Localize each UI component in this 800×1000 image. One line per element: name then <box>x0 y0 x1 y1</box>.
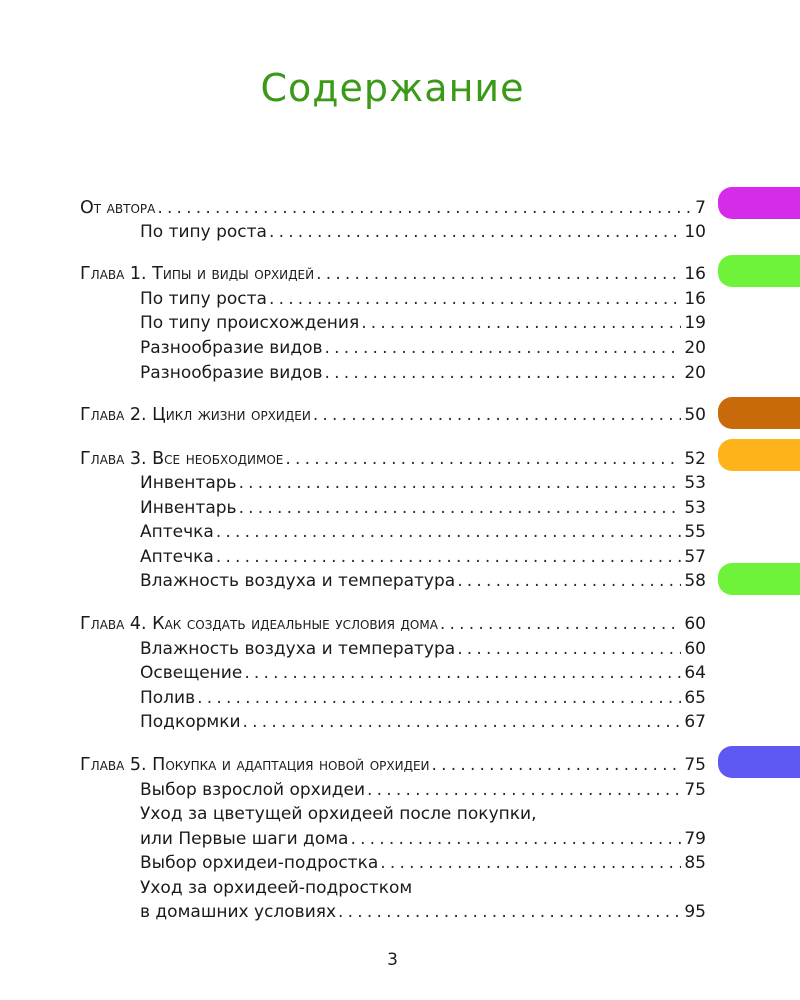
dot-leader <box>380 851 681 875</box>
toc-entry-page: 75 <box>684 755 706 775</box>
toc-entry-page: 16 <box>684 289 706 309</box>
dot-leader <box>457 637 681 661</box>
toc-entry-page: 95 <box>684 902 706 922</box>
dot-leader <box>432 753 682 777</box>
toc-entry-title: или Первые шаги дома <box>140 829 349 849</box>
toc-entry-page: 85 <box>684 853 706 873</box>
toc-entry[interactable] <box>140 900 706 924</box>
toc-entry[interactable] <box>140 496 706 520</box>
toc-entry-title: Глава 4. Как создать идеальные условия дома <box>80 614 438 634</box>
toc-entry-title: Влажность воздуха и температура <box>140 571 456 591</box>
toc-entry-title: Глава 5. Покупка и адаптация новой орхидеи <box>80 755 430 775</box>
toc-entry-page: 16 <box>684 264 706 284</box>
toc-entry[interactable] <box>140 710 706 734</box>
toc-entry[interactable] <box>140 336 706 360</box>
toc-entry[interactable] <box>140 545 706 569</box>
dot-leader <box>216 520 682 544</box>
toc-entry[interactable] <box>140 471 706 495</box>
toc-entry[interactable] <box>140 827 706 851</box>
toc-entry-title: Глава 1. Типы и виды орхидей <box>80 264 315 284</box>
toc-entry-page: 7 <box>695 198 706 218</box>
toc-entry-page: 60 <box>684 614 706 634</box>
toc-entry[interactable] <box>140 851 706 875</box>
dot-leader <box>285 447 681 471</box>
toc-entry-page: 67 <box>684 712 706 732</box>
toc-entry-title: Освещение <box>140 663 243 683</box>
toc-entry-page: 57 <box>684 547 706 567</box>
toc-entry-title: По типу происхождения <box>140 313 360 333</box>
dot-leader <box>157 196 692 220</box>
toc-entry[interactable] <box>80 612 706 636</box>
dot-leader <box>457 569 681 593</box>
toc-entry-title: Глава 3. Все необходимое <box>80 449 284 469</box>
chapter-tab-4[interactable] <box>718 563 800 595</box>
dot-leader <box>316 262 681 286</box>
toc-entry-title: Выбор орхидеи-подростка <box>140 853 379 873</box>
toc-entry-title: Инвентарь <box>140 498 237 518</box>
toc-entry-page: 19 <box>684 313 706 333</box>
toc-entry-title: От автора <box>80 198 156 218</box>
toc-entry-title: Аптечка <box>140 547 214 567</box>
toc-entry-page: 20 <box>684 363 706 383</box>
toc-entry[interactable] <box>80 196 706 220</box>
toc-entry[interactable] <box>140 287 706 311</box>
toc-entry-page: 60 <box>684 639 706 659</box>
dot-leader <box>244 661 681 685</box>
toc-entry[interactable] <box>140 520 706 544</box>
dot-leader <box>216 545 682 569</box>
toc-entry[interactable] <box>80 262 706 286</box>
toc-entry-page: 79 <box>684 829 706 849</box>
toc-entry[interactable] <box>140 569 706 593</box>
toc-entry-title: Аптечка <box>140 522 214 542</box>
toc-entry-page: 58 <box>684 571 706 591</box>
dot-leader <box>350 827 681 851</box>
toc-entry-title: Разнообразие видов <box>140 363 323 383</box>
dot-leader <box>239 496 682 520</box>
toc-entry-title: По типу роста <box>140 289 267 309</box>
toc-entry-page: 53 <box>684 473 706 493</box>
dot-leader <box>361 311 681 335</box>
toc-entry-title: Полив <box>140 688 196 708</box>
toc-entry-page: 52 <box>684 449 706 469</box>
dot-leader <box>338 900 681 924</box>
toc-entry[interactable] <box>140 778 706 802</box>
dot-leader <box>239 471 682 495</box>
toc-entry[interactable] <box>140 311 706 335</box>
chapter-tab-1[interactable] <box>718 255 800 287</box>
dot-leader <box>313 403 682 427</box>
toc-entry-title-line[interactable]: Уход за орхидеей-подростком <box>140 878 413 898</box>
dot-leader <box>367 778 681 802</box>
toc-entry-page: 64 <box>684 663 706 683</box>
toc-entry[interactable] <box>140 686 706 710</box>
toc-entry-page: 50 <box>684 405 706 425</box>
toc-entry[interactable] <box>140 661 706 685</box>
dot-leader <box>197 686 681 710</box>
chapter-tab-author[interactable] <box>718 187 800 219</box>
toc-entry[interactable] <box>140 637 706 661</box>
toc-entry-page: 75 <box>684 780 706 800</box>
toc-entry[interactable] <box>80 403 706 427</box>
page-number: 3 <box>387 950 398 970</box>
toc-entry-title-line[interactable]: Уход за цветущей орхидеей после покупки, <box>140 804 537 824</box>
dot-leader <box>269 287 681 311</box>
dot-leader <box>269 220 681 244</box>
toc-entry-title: Инвентарь <box>140 473 237 493</box>
dot-leader <box>243 710 682 734</box>
dot-leader <box>440 612 681 636</box>
toc-entry-title: Выбор взрослой орхидеи <box>140 780 366 800</box>
toc-entry-title: Подкормки <box>140 712 241 732</box>
toc-entry-page: 53 <box>684 498 706 518</box>
toc-entry-page: 10 <box>684 222 706 242</box>
chapter-tab-3[interactable] <box>718 439 800 471</box>
dot-leader <box>325 336 682 360</box>
toc-entry-title: Разнообразие видов <box>140 338 323 358</box>
toc-entry-page: 20 <box>684 338 706 358</box>
toc-entry-title: Влажность воздуха и температура <box>140 639 456 659</box>
page-title: Содержание <box>260 66 525 110</box>
toc-entry-title: По типу роста <box>140 222 267 242</box>
chapter-tab-5[interactable] <box>718 746 800 778</box>
dot-leader <box>325 361 682 385</box>
toc-entry-page: 55 <box>684 522 706 542</box>
toc-entry-title: в домашних условиях <box>140 902 337 922</box>
toc-entry[interactable] <box>140 361 706 385</box>
toc-entry-page: 65 <box>684 688 706 708</box>
toc-entry[interactable] <box>80 753 706 777</box>
chapter-tab-2[interactable] <box>718 397 800 429</box>
toc-entry-title: Глава 2. Цикл жизни орхидеи <box>80 405 311 425</box>
toc-entry[interactable] <box>140 220 706 244</box>
toc-entry[interactable] <box>80 447 706 471</box>
